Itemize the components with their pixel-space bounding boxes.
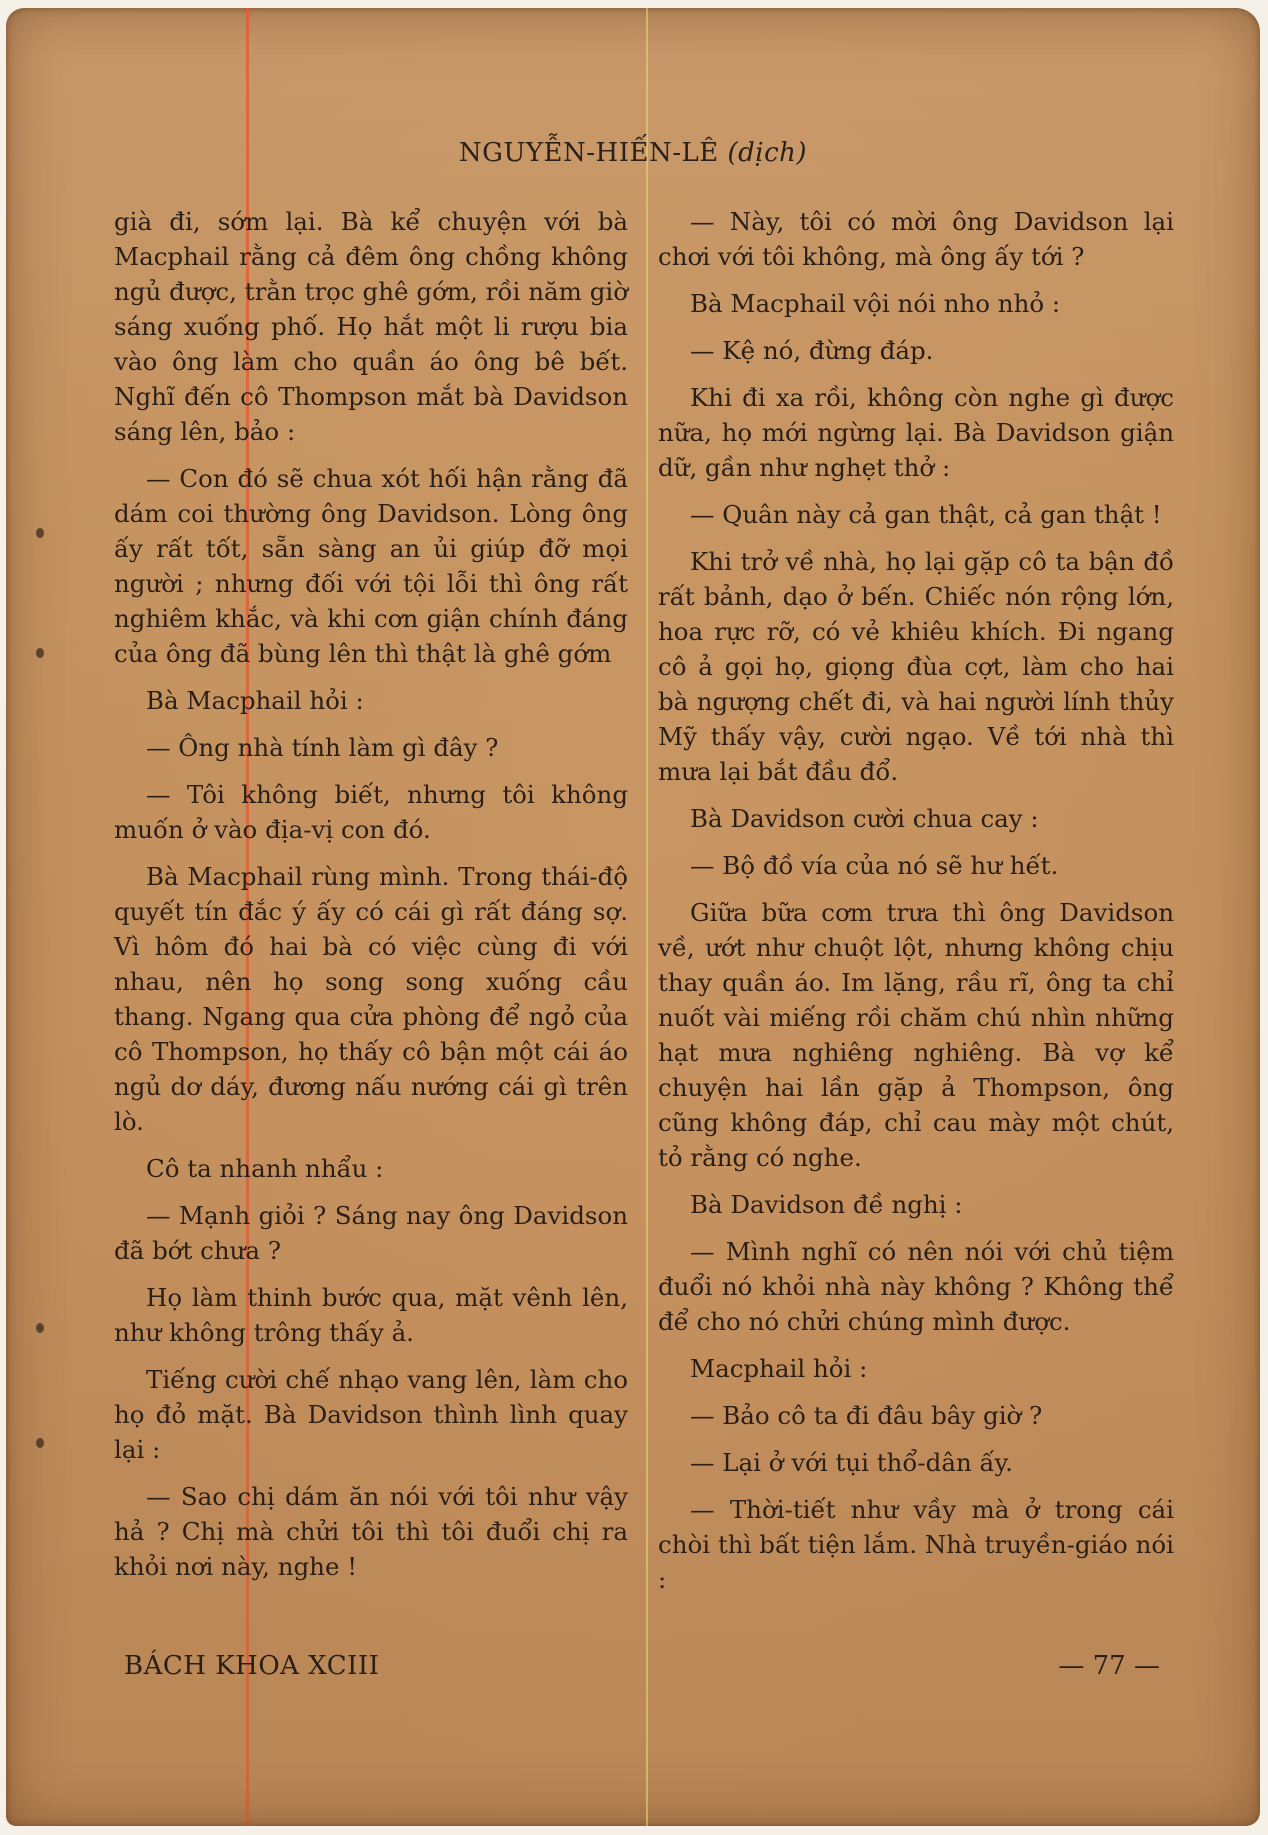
running-header — [6, 138, 1260, 168]
paragraph: Khi trở về nhà, họ lại gặp cô ta bận đồ rất bảnh, dạo ở bến. Chiếc nón rộng lớn, hoa rực rỡ, có vẻ khiêu khích. Đi ngang cô ả gọi họ, giọng đùa cợt, làm cho hai bà ngượng chết đi, và hai người lính thủy Mỹ thấy vậy, cười ngạo. Về tới nhà thì mưa lại bắt đầu đổ. — [658, 547, 1174, 786]
paragraph: Bà Davidson đề nghị : — [690, 1190, 963, 1219]
header-note: (dịch) — [727, 138, 808, 168]
paragraph: Khi đi xa rồi, không còn nghe gì được nữa, họ mới ngừng lại. Bà Davidson giận dữ, gần như nghẹt thở : — [658, 383, 1174, 482]
paragraph: già đi, sớm lại. Bà kể chuyện với bà Macphail rằng cả đêm ông chồng không ngủ được, trằn trọc ghê gớm, rồi năm giờ sáng xuống phố. Họ hắt một li rượu bia vào ông làm cho quần áo ông bê bết. Nghĩ đến cô Thompson mắt bà Davidson sáng lên, bảo : — [114, 207, 628, 446]
paragraph: — Bảo cô ta đi đâu bây giờ ? — [690, 1401, 1043, 1430]
paragraph: — Ông nhà tính làm gì đây ? — [146, 733, 499, 762]
paragraph: — Con đó sẽ chua xót hối hận rằng đã dám coi thường ông Davidson. Lòng ông ấy rất tốt, sẵn sàng an ủi giúp đỡ mọi người ; nhưng đối với tội lỗi thì ông rất nghiêm khắc, và khi cơn giận chính đáng của ông đã bùng lên thì thật là ghê gớm — [114, 464, 628, 668]
paragraph: — Này, tôi có mời ông Davidson lại chơi với tôi không, mà ông ấy tới ? — [658, 207, 1174, 271]
paragraph: Bà Macphail vội nói nho nhỏ : — [690, 289, 1061, 318]
paragraph: Bà Macphail hỏi : — [146, 686, 364, 715]
paragraph: — Sao chị dám ăn nói với tôi như vậy hả ? Chị mà chửi tôi thì tôi đuổi chị ra khỏi nơi này, nghe ! — [114, 1482, 628, 1581]
paragraph: Tiếng cười chế nhạo vang lên, làm cho họ đỏ mặt. Bà Davidson thình lình quay lại : — [114, 1365, 628, 1464]
paragraph: Bà Davidson cười chua cay : — [690, 804, 1039, 833]
paragraph: — Mạnh giỏi ? Sáng nay ông Davidson đã bớt chưa ? — [114, 1201, 628, 1265]
paragraph: — Tôi không biết, nhưng tôi không muốn ở vào địa-vị con đó. — [114, 780, 628, 844]
paragraph: Macphail hỏi : — [690, 1354, 868, 1383]
right-column — [658, 204, 1174, 1609]
header-author: NGUYỄN-HIẾN-LÊ — [458, 138, 719, 168]
left-column — [114, 204, 628, 1596]
paragraph: Bà Macphail rùng mình. Trong thái-độ quyết tín đắc ý ấy có cái gì rất đáng sợ. Vì hôm đó hai bà có việc cùng đi với nhau, nên họ song song xuống cầu thang. Ngang qua cửa phòng để ngỏ của cô Thompson, họ thấy cô bận một cái áo ngủ dơ dáy, đương nấu nướng cái gì trên lò. — [114, 862, 628, 1136]
paragraph: — Lại ở với tụi thổ-dân ấy. — [690, 1448, 1013, 1477]
page-number: — 77 — — [1058, 1651, 1160, 1681]
fold-line — [646, 8, 648, 1826]
paragraph: — Thời-tiết như vầy mà ở trong cái chòi thì bất tiện lắm. Nhà truyền-giáo nói : — [658, 1495, 1174, 1594]
scanned-page — [6, 8, 1260, 1826]
paragraph: — Bộ đồ vía của nó sẽ hư hết. — [690, 851, 1059, 880]
paragraph: — Mình nghĩ có nên nói với chủ tiệm đuổi nó khỏi nhà này không ? Không thể để cho nó chửi chúng mình được. — [658, 1237, 1174, 1336]
paragraph: Giữa bữa cơm trưa thì ông Davidson về, ướt như chuột lột, nhưng không chịu thay quần áo. Im lặng, rầu rĩ, ông ta chỉ nuốt vài miếng rồi chăm chú nhìn những hạt mưa nghiêng nghiêng. Bà vợ kể chuyện hai lần gặp ả Thompson, ông cũng không đáp, chỉ cau mày một chút, tỏ rằng có nghe. — [658, 898, 1174, 1172]
binding-hole — [36, 1323, 44, 1333]
paragraph: — Quân này cả gan thật, cả gan thật ! — [690, 500, 1162, 529]
binding-hole — [36, 528, 44, 538]
binding-hole — [36, 1438, 44, 1448]
binding-hole — [36, 648, 44, 658]
paragraph: Họ làm thinh bước qua, mặt vênh lên, như không trông thấy ả. — [114, 1283, 628, 1347]
magazine-name: BÁCH KHOA XCIII — [124, 1651, 380, 1681]
paragraph: Cô ta nhanh nhẩu : — [146, 1154, 384, 1183]
paragraph: — Kệ nó, đừng đáp. — [690, 336, 934, 365]
